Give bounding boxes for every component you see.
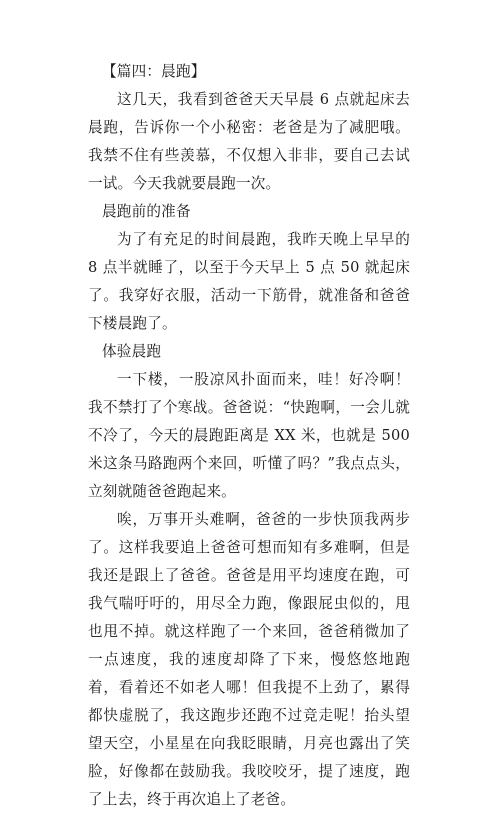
section-heading-experience: 体验晨跑 xyxy=(102,343,162,360)
paragraph-experience-2: 唉，万事开头难啊，爸爸的一步快顶我两步了。这样我要追上爸爸可想而知有多难啊，但是我还是跟上了爸爸。爸爸是用平均速度在跑，可我气喘吁吁的，用尽全力跑，像跟屁虫似的，甩也甩不掉。就这样跑了一个来回，爸爸稍微加了一点速度，我的速度却降了下来，慢悠悠地跑着，看着还不如老人哪！但我提不上劲了，累得都快虚脱了，我这跑步还跑不过竞走呢！抬头望望天空，小星星在向我眨眼睛，月亮也露出了笑脸，好像都在鼓励我。我咬咬牙，提了速度，跑了上去，终于再次追上了老爸。 xyxy=(88,511,410,808)
article-body xyxy=(88,58,410,814)
paragraph-preparation: 为了有充足的时间晨跑，我昨天晚上早早的 8 点半就睡了，以至于今天早上 5 点 50 就起床了。我穿好衣服，活动一下筋骨，就准备和爸爸下楼晨跑了。 xyxy=(88,231,410,332)
paragraph-intro: 这几天，我看到爸爸天天早晨 6 点就起床去晨跑，告诉你一个小秘密：老爸是为了减肥哦。我禁不住有些羡慕，不仅想入非非，要自己去试一试。今天我就要晨跑一次。 xyxy=(88,91,410,192)
article-title: 【篇四：晨跑】 xyxy=(102,63,206,80)
section-heading-preparation: 晨跑前的准备 xyxy=(102,203,191,220)
paragraph-experience-1: 一下楼，一股凉风扑面而来，哇！好冷啊！我不禁打了个寒战。爸爸说：“快跑啊，一会儿就不冷了，今天的晨跑距离是 XX 米，也就是 500 米这条马路跑两个来回，听懂了吗？”我点点头，立刻就随爸爸跑起来。 xyxy=(88,371,410,500)
